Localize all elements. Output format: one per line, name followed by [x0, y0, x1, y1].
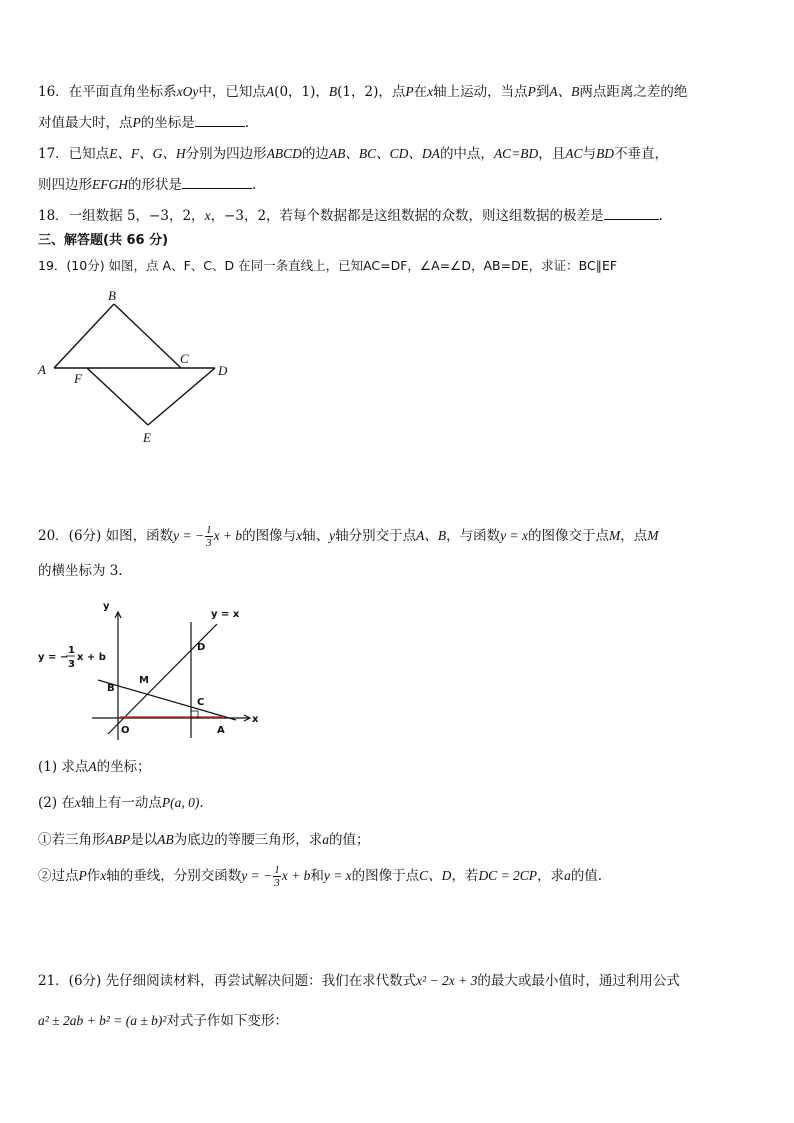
axis-label-x: x	[252, 714, 259, 725]
q20-text: 轴上有一动点	[80, 795, 162, 811]
q16-text: 中，已知点	[198, 84, 266, 100]
q20-line2: 的横坐标为 3．	[38, 563, 132, 579]
q17-text: 17．已知点	[38, 146, 110, 162]
q20-var-a: a	[322, 832, 329, 847]
q20-part2	[38, 794, 204, 812]
q20-equation: DC = 2CP	[478, 868, 538, 883]
q20-points-ab: A、B	[416, 528, 447, 543]
q20-func: y = −	[241, 868, 273, 883]
label-line-func-rhs: x + b	[77, 652, 106, 663]
q17-text: 的边	[301, 146, 329, 162]
q16-text: 在	[413, 84, 428, 100]
q17-bd: BD	[596, 146, 615, 161]
q20-text: 和	[310, 868, 324, 884]
q20-text: 20．(6分) 如图，函数	[38, 528, 174, 544]
fraction-one-third	[273, 864, 281, 889]
q21-text: 的最大或最小值时，通过利用公式	[477, 973, 680, 989]
q20-text: 作	[86, 868, 101, 884]
q20-func: y = −	[173, 528, 205, 543]
q17-text: ，且	[538, 146, 566, 162]
q16-text: (1，2)，点	[337, 84, 406, 100]
q16-point-a: A	[265, 84, 275, 99]
q20-sub1	[38, 831, 370, 849]
q16-point-p: P	[405, 84, 414, 99]
q21-line2	[38, 1012, 288, 1030]
q20-text: (1) 求点	[38, 759, 89, 775]
q20-text: ，与函数	[446, 528, 501, 544]
q16-point-b: B	[328, 84, 338, 99]
q16-text: 到	[535, 84, 550, 100]
q20-text: 的图像于点	[351, 868, 420, 884]
q20-text: ①若三角形	[38, 832, 106, 848]
q20-text: 是以	[130, 832, 158, 848]
label-a: A	[217, 725, 225, 736]
q17-ac: AC	[565, 146, 583, 161]
q20-func: x + b	[213, 528, 243, 543]
q20-text: 为底边的等腰三角形，求	[173, 832, 323, 848]
label-d: D	[197, 642, 206, 653]
q19-text: 19．(10分) 如图，点 A、F、C、D 在同一条直线上，已知AC=DF，∠A=∠D，AB=DE，求证：BC∥EF	[38, 258, 618, 273]
q20-points-cd: C、D	[419, 868, 452, 883]
q20-text: ，求	[537, 868, 565, 884]
q20-y: y	[329, 528, 336, 543]
q17-text: 则四边形	[38, 177, 92, 193]
fraction-numerator: 1	[206, 524, 212, 536]
q17-points: E、F、G、H	[109, 146, 186, 161]
q17-quad: EFGH	[92, 177, 128, 192]
q20-text: 的值；	[329, 832, 370, 848]
q20-text: 的值.	[570, 868, 603, 884]
q16-point-p: P	[527, 84, 536, 99]
q17-quad: ABCD	[266, 146, 302, 161]
label-line-func-lhs: y = −	[38, 652, 69, 663]
q21-text: 21．(6分) 先仔细阅读材料，再尝试解决问题：我们在求代数式	[38, 973, 417, 989]
label-c: C	[197, 697, 205, 708]
q20-x: x	[100, 868, 107, 883]
q18-text: ，−3，2，若每个数据都是这组数据的众数，则这组数据的极差是	[210, 208, 604, 224]
q16-text: 的坐标是	[140, 115, 195, 131]
label-m: M	[139, 675, 149, 686]
axis-label-y: y	[103, 601, 110, 612]
q20-text: 的图像交于点	[528, 528, 610, 544]
q16-x: x	[427, 84, 434, 99]
q16-text: .	[244, 115, 250, 131]
label-line-yx: y = x	[211, 609, 240, 620]
q20-text: 的图像与	[242, 528, 297, 544]
q20-triangle: ABP	[105, 832, 131, 847]
q20-x: x	[296, 528, 303, 543]
q17-text: .	[252, 177, 257, 193]
q16-text: 16．在平面直角坐标系	[38, 84, 177, 100]
q20-point-p: P(a, 0)	[161, 795, 200, 810]
q20-text: 轴的垂线，分别交函数	[106, 868, 242, 884]
q21-line1	[38, 972, 680, 990]
q17-equation: AC=BD	[493, 146, 539, 161]
q16-points-ab: A、B	[549, 84, 580, 99]
q20-text: .	[199, 795, 204, 811]
q18-text: .	[658, 208, 663, 224]
q20-text: 轴、	[302, 528, 330, 544]
q21-expression: x² − 2x + 3	[416, 973, 478, 988]
fraction-numerator: 1	[274, 864, 280, 876]
q20-text: 轴分别交于点	[335, 528, 417, 544]
label-b: B	[108, 288, 116, 303]
q17-sides: AB、BC、CD、DA	[328, 146, 440, 161]
fraction-denominator: 3	[274, 877, 280, 889]
line-func	[98, 680, 236, 720]
q16-text: 轴上运动，当点	[433, 84, 528, 100]
fraction-denominator: 3	[206, 537, 212, 549]
q16-text: 两点距离之差的绝	[579, 84, 688, 100]
q20-text: (2) 在	[38, 795, 75, 811]
q17-text: 分别为四边形	[185, 146, 267, 162]
q20-point-a: A	[88, 759, 97, 774]
q20-func: x + b	[281, 868, 311, 883]
label-o: O	[121, 725, 130, 736]
label-line-func-num: 1	[68, 645, 75, 656]
q20-func-yx: y = x	[323, 868, 352, 883]
q20-var-a: a	[564, 868, 571, 883]
q20-text: ②过点	[38, 868, 79, 884]
q20-point-p: P	[78, 868, 87, 883]
q16-xoy: xOy	[176, 84, 199, 99]
q20-ab: AB	[157, 832, 174, 847]
label-c: C	[180, 351, 189, 366]
q20-text: ，点	[620, 528, 648, 544]
section-heading: 三、解答题(共 66 分)	[38, 233, 169, 248]
q16-text: (0，1)，	[274, 84, 329, 100]
q20-part1	[38, 758, 151, 776]
label-line-func-den: 3	[68, 659, 75, 670]
q20-text: ，若	[451, 868, 479, 884]
q20-text: 的坐标；	[96, 759, 151, 775]
q17-text: 的形状是	[128, 177, 182, 193]
label-b: B	[107, 683, 115, 694]
label-e: E	[143, 430, 151, 445]
q16-text: 对值最大时，点	[38, 115, 133, 131]
label-f: F	[74, 371, 82, 386]
q18-text: 18．一组数据 5，−3，2，	[38, 208, 205, 224]
label-d: D	[218, 363, 228, 378]
q18-x: x	[204, 208, 211, 223]
q20-x: x	[74, 795, 81, 810]
q20-sub2	[38, 863, 602, 889]
q20-point-m: M	[647, 528, 659, 543]
label-a: A	[38, 362, 46, 377]
q21-formula: a² ± 2ab + b² = (a ± b)²	[38, 1013, 167, 1028]
q20-point-m: M	[609, 528, 621, 543]
q21-text: 对式子作如下变形：	[166, 1013, 288, 1029]
q17-text: 不垂直，	[614, 146, 669, 162]
q16-point-p: P	[132, 115, 141, 130]
q17-text: 的中点，	[439, 146, 494, 162]
q20-func-yx: y = x	[500, 528, 529, 543]
q17-text: 与	[582, 146, 597, 162]
